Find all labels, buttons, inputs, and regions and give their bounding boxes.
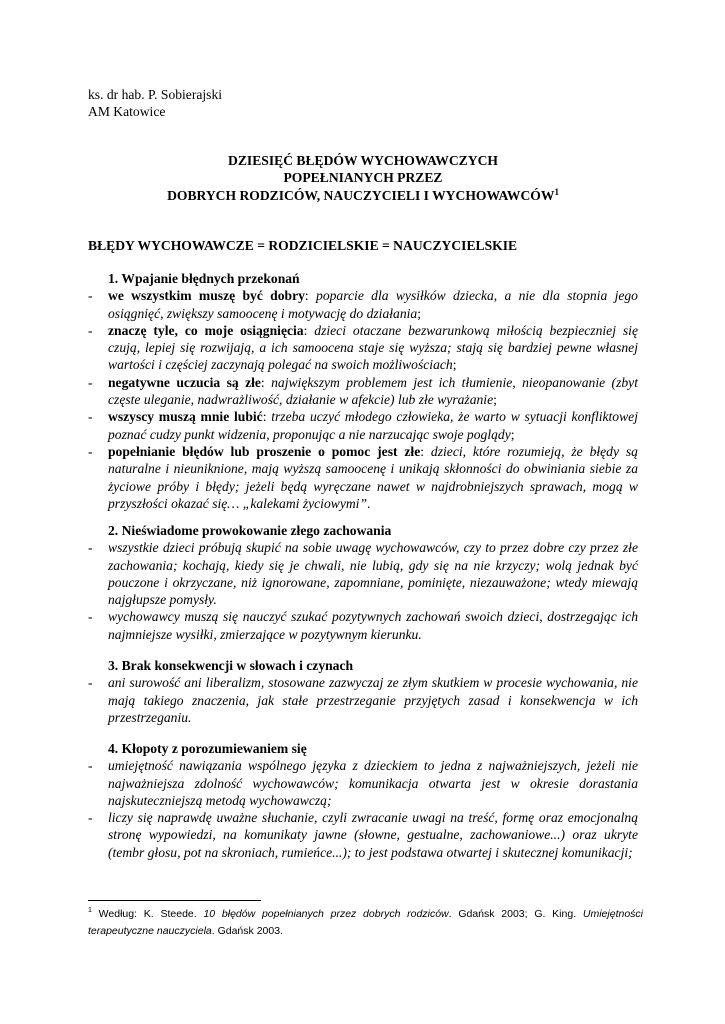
section-3-list	[88, 674, 638, 726]
section-2-list	[88, 539, 638, 643]
footnote	[88, 906, 643, 940]
item-end: ;	[493, 392, 497, 408]
title-line-3	[88, 187, 638, 204]
footnote-reference[interactable]: 1	[554, 186, 559, 197]
title-line-2: POPEŁNIANYCH PRZEZ	[283, 170, 443, 186]
item-end: .	[367, 495, 371, 511]
list-dash: -	[88, 288, 93, 304]
title-line-3-text: DOBRYCH RODZICÓW, NAUCZYCIELI I WYCHOWAWCÓW	[167, 187, 555, 203]
item-lead: negatywne uczucia są złe	[108, 374, 261, 390]
item-text: dzieci, które rozumieją, że błędy są naturalne i nieuniknione, mają wyższą samoocenę i unikają skłonności do obwiniania siebie za życiowe próby i błędy; jeżeli będą wyręczane nawet w najdrobniejszych sprawach, mogą w przyszłości okazać się… „kalekami życiowymi”	[108, 443, 638, 511]
item-end: ;	[452, 357, 457, 373]
footnote-suffix: . Gdańsk 2003.	[211, 925, 283, 937]
list-dash: -	[88, 374, 93, 390]
item-text: poparcie dla wysiłków dziecka, a nie dla stopnia jego osiągnięć, zwiększy samoocenę i motywację do działania	[108, 288, 638, 321]
list-item	[88, 608, 638, 643]
item-text: umiejętność nawiązania wspólnego języka z dzieckiem to jedna z najważniejszych, jeżeli nie najważniejsza zdolność wychowawców; komunikacja otwarta jest w okresie dorastania najskuteczniejszą metodą wychowawczą;	[108, 758, 638, 808]
list-dash: -	[88, 758, 93, 774]
list-item	[88, 757, 638, 809]
list-dash: -	[88, 675, 93, 691]
list-item	[88, 539, 638, 608]
item-lead: wszyscy muszą mnie lubić	[108, 409, 263, 425]
footnote-title-2: Umiejętności terapeutyczne nauczyciela	[88, 908, 643, 937]
item-text: dzieci otaczane bezwarunkową miłością bezpieczniej się czują, lepiej się rozwijają, a ich samoocena staje się wyższa; stają się bardziej pewne własnej wartości i częściej zaczynają polegać na swoich możliwościach	[108, 322, 638, 373]
section-4	[88, 740, 638, 861]
section-3-heading: 3. Brak konsekwencji w słowach i czynach	[108, 658, 354, 673]
item-text: wychowawcy muszą się nauczyć szukać pozytywnych zachowań swoich dzieci, dostrzegając ich najmniejsze wysiłki, zmierzające w pozytywnym kierunku.	[108, 609, 638, 642]
section-4-list	[88, 757, 638, 861]
section-heading: BŁĘDY WYCHOWAWCZE = RODZICIELSKIE = NAUCZYCIELSKIE	[88, 238, 518, 253]
list-dash: -	[88, 810, 93, 826]
section-2-heading: 2. Nieświadome prowokowanie złego zachowania	[108, 523, 392, 538]
item-lead: popełnianie błędów lub proszenie o pomoc jest złe	[108, 443, 421, 459]
list-item	[88, 809, 638, 861]
section-1-list	[88, 287, 638, 512]
title-line-1: DZIESIĘĆ BŁĘDÓW WYCHOWAWCZYCH	[228, 153, 498, 168]
list-item: - we wszystkim muszę być dobry: poparcie dla wysiłków dziecka, a nie dla stopnia jego osiągnięć, zwiększy samoocenę i motywację do działania;	[88, 288, 638, 321]
section-1	[88, 270, 638, 512]
item-text: wszystkie dzieci próbują skupić na sobie uwagę wychowawców, czy to przez dobre czy przez złe zachowania; kochają, kiedy się je chwali, nie lubią, gdy się na nie krzyczy; wolą jednak być pouczone i okrzyczane, niż ignorowane, zapomniane, pominięte, niezauważone; wtedy miewają najgłupsze pomysły.	[108, 540, 638, 608]
footnote-title-1: 10 błędów popełnianych przez dobrych rodziców	[203, 908, 449, 920]
section-1-heading: 1. Wpajanie błędnych przekonań	[108, 271, 300, 286]
list-dash: -	[88, 609, 93, 625]
section-4-heading: 4. Kłopoty z porozumiewaniem się	[108, 741, 307, 756]
item-end: ;	[417, 305, 421, 321]
item-text: ani surowość ani liberalizm, stosowane zazwyczaj ze złym skutkiem w procesie wychowania, nie mają takiego znaczenia, jak stałe przestrzeganie przyjętych zasad i konsekwencja w ich przestrzeganiu.	[108, 675, 638, 725]
list-item: - znaczę tyle, co moje osiągnięcia: dzieci otaczane bezwarunkową miłością bezpieczniej się czują, lepiej się rozwijają, a ich samoocena staje się wyższa; stają się bardziej pewne własnej wartości i częściej zaczynają polegać na swoich możliwościach;	[88, 322, 638, 373]
section-3	[88, 657, 638, 726]
list-item: - popełnianie błędów lub proszenie o pomoc jest złe: dzieci, które rozumieją, że błędy są naturalne i nieuniknione, mają wyższą samoocenę i unikają skłonności do obwiniania siebie za życiowe próby i błędy; jeżeli będą wyręczane nawet w najdrobniejszych sprawach, mogą w przyszłości okazać się… „kalekami życiowymi”.	[88, 443, 638, 511]
document-title	[88, 152, 638, 204]
list-dash: -	[88, 443, 93, 459]
list-item: - negatywne uczucia są złe: największym problemem jest ich tłumienie, nieopanowanie (zbyt częste uleganie, nadwrażliwość, działanie w afekcie) lub złe wyrażanie;	[88, 374, 638, 408]
list-dash: -	[88, 540, 93, 556]
footnote-marker: 1	[88, 907, 92, 914]
list-item	[88, 674, 638, 726]
item-text: liczy się naprawdę uważne słuchanie, czyli zwracanie uwagi na treść, formę oraz emocjonalną stronę wypowiedzi, na komunikaty jawne (słowne, gestualne, zachowaniowe...) oraz ukryte (tembr głosu, pot na skroniach, rumieńce...); to jest podstawa otwartej i skutecznej komunikacji;	[108, 810, 638, 860]
section-2	[88, 522, 638, 643]
item-text: największym problemem jest ich tłumienie, nieopanowanie (zbyt częste uleganie, nadwrażliwość, działanie w afekcie) lub złe wyrażanie	[108, 374, 638, 408]
list-dash: -	[88, 409, 93, 425]
item-text: trzeba uczyć młodego człowieka, że warto w sytuacji konfliktowej poznać cudzy punkt widzenia, proponując a nie narzucając swoje poglądy	[108, 409, 638, 442]
item-lead: we wszystkim muszę być dobry	[108, 288, 305, 304]
author-affiliation: AM Katowice	[88, 104, 166, 120]
list-dash: -	[88, 322, 93, 338]
footnote-middle: . Gdańsk 2003; G. King.	[448, 908, 583, 920]
footnote-prefix: Według: K. Steede.	[91, 908, 204, 920]
author-name: ks. dr hab. P. Sobierajski	[88, 87, 223, 102]
author-block	[88, 86, 222, 121]
item-end: ;	[510, 426, 515, 442]
footnote-separator	[88, 900, 261, 901]
list-item: - wszyscy muszą mnie lubić: trzeba uczyć młodego człowieka, że warto w sytuacji konfliktowej poznać cudzy punkt widzenia, proponując a nie narzucając swoje poglądy;	[88, 409, 638, 442]
item-lead: znaczę tyle, co moje osiągnięcia	[108, 322, 304, 338]
